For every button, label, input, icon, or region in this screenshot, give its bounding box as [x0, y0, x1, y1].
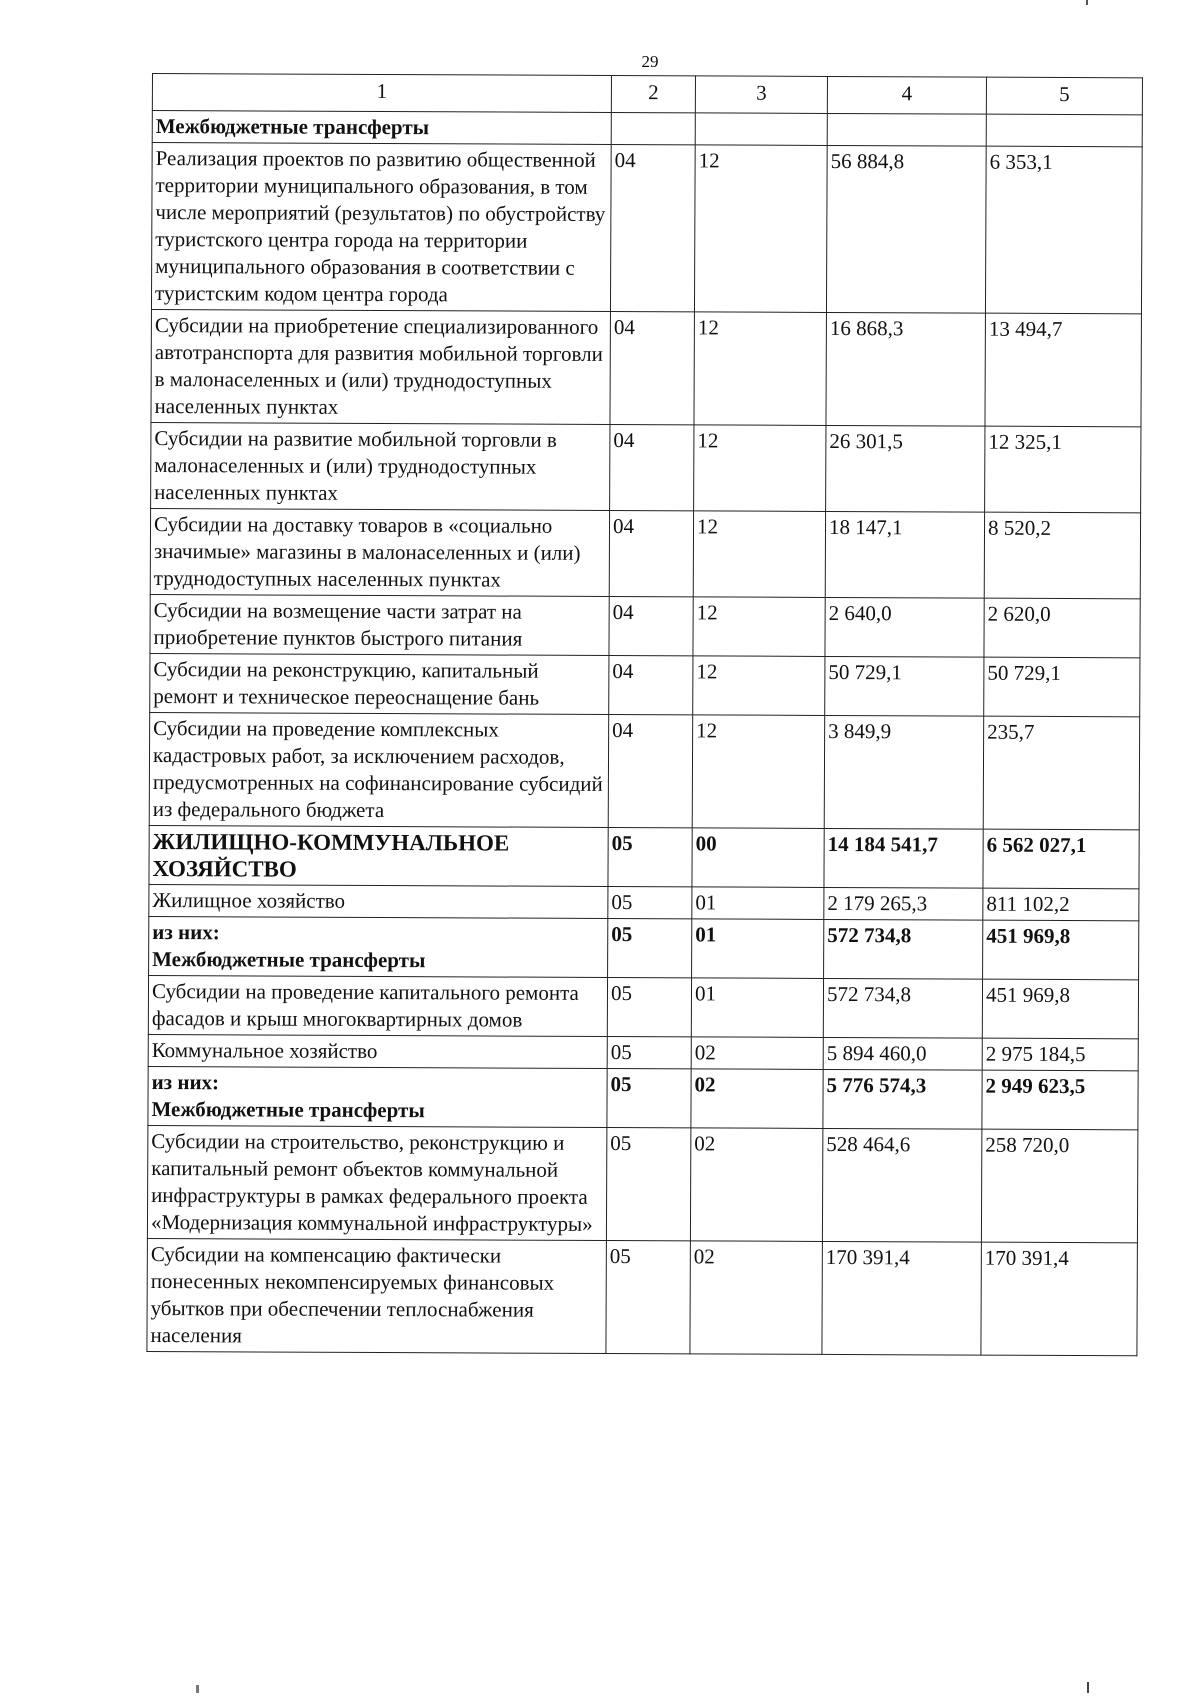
row-amount-total: 56 884,8	[826, 145, 986, 313]
row-amount-second: 50 729,1	[984, 657, 1140, 717]
table-row	[147, 1125, 1137, 1242]
row-name-cell: Субсидии на приобретение специализированного автотранспорта для развития мобильной торговли в малонаселенных и (или) труднодоступных населенных пунктах	[151, 309, 610, 424]
row-name-cell: ЖИЛИЩНО-КОММУНАЛЬНОЕ ХОЗЯЙСТВО	[149, 825, 608, 886]
row-section-code: 05	[608, 827, 692, 886]
row-subsection-code: 12	[693, 597, 825, 657]
row-amount-second: 6 353,1	[985, 146, 1142, 314]
page-number: 29	[641, 52, 659, 71]
header-col-3: 3	[695, 76, 827, 114]
table-row	[151, 143, 1142, 314]
row-section-code: 05	[608, 886, 692, 918]
row-subsection-code: 12	[694, 425, 826, 512]
row-section-code: 04	[609, 597, 693, 656]
row-section-code: 05	[608, 918, 692, 977]
row-subsection-code: 01	[691, 978, 823, 1038]
row-amount-second: 451 969,8	[983, 920, 1139, 980]
row-amount-total: 572 734,8	[823, 978, 982, 1038]
table-row	[150, 594, 1140, 657]
row-section-code: 04	[609, 511, 693, 597]
row-amount-second: 811 102,2	[983, 888, 1139, 921]
cell-line: из них:	[152, 920, 220, 945]
table-row	[149, 712, 1139, 829]
row-subsection-code	[695, 113, 827, 146]
row-amount-total: 2 640,0	[825, 597, 984, 657]
row-name-cell: Субсидии на проведение комплексных кадастровых работ, за исключением расходов, предусмотренных на софинансирование субсидий из федерального бюджета	[149, 712, 608, 827]
row-amount-total: 50 729,1	[825, 656, 984, 716]
table-row	[147, 1238, 1137, 1355]
table-row	[152, 111, 1142, 147]
header-row	[152, 74, 1142, 115]
row-amount-second: 12 325,1	[985, 426, 1141, 513]
row-subsection-code: 12	[694, 145, 827, 313]
row-section-code: 05	[607, 1036, 691, 1068]
scan-corner-mark	[1086, 0, 1088, 5]
row-section-code: 04	[609, 655, 693, 714]
row-name-cell: Субсидии на развитие мобильной торговли в малонаселенных и (или) труднодоступных населенных пунктах	[151, 422, 610, 510]
header-col-5: 5	[986, 77, 1142, 115]
row-subsection-code: 12	[694, 312, 826, 426]
row-amount-total: 18 147,1	[825, 511, 984, 598]
header-col-1: 1	[152, 74, 611, 113]
row-subsection-code: 01	[692, 919, 824, 979]
row-amount-second: 2 620,0	[984, 598, 1140, 658]
budget-table	[146, 73, 1143, 1356]
row-subsection-code: 12	[692, 715, 824, 829]
row-section-code: 05	[607, 977, 691, 1036]
row-section-code: 04	[608, 714, 692, 827]
row-name-cell	[148, 1066, 607, 1127]
row-subsection-code: 02	[691, 1069, 823, 1129]
table-row	[148, 1066, 1138, 1129]
row-name-cell: Субсидии на проведение капитального ремонта фасадов и крыш многоквартирных домов	[148, 975, 607, 1036]
row-amount-total: 5 894 460,0	[823, 1037, 982, 1070]
table-body	[147, 111, 1142, 1356]
row-name-cell: Субсидии на доставку товаров в «социально значимые» магазины в малонаселенных и (или) труднодоступных населенных пунктах	[150, 508, 609, 596]
row-subsection-code: 02	[691, 1037, 823, 1070]
row-section-code: 05	[607, 1068, 691, 1127]
row-subsection-code: 12	[693, 656, 825, 716]
table-row	[151, 309, 1141, 426]
row-amount-second: 451 969,8	[982, 979, 1138, 1039]
row-name-cell	[149, 916, 608, 977]
row-amount-second: 2 949 623,5	[982, 1070, 1138, 1130]
row-amount-second: 170 391,4	[981, 1242, 1137, 1356]
table-row	[149, 884, 1139, 920]
row-section-code: 04	[610, 312, 694, 425]
row-subsection-code: 00	[692, 828, 824, 888]
row-name-cell: Субсидии на возмещение части затрат на приобретение пунктов быстрого питания	[150, 594, 609, 655]
table-row	[150, 653, 1140, 716]
row-name-cell: Реализация проектов по развитию общественной территории муниципального образования, в том числе мероприятий (результатов) по обустройству туристского центра города на территории муниципального образования в соответствии с туристским кодом центра города	[151, 143, 611, 312]
scan-mark-left	[196, 1685, 199, 1693]
row-subsection-code: 02	[690, 1241, 822, 1355]
row-name-cell: Жилищное хозяйство	[149, 884, 608, 918]
row-name-cell: Субсидии на компенсацию фактически понесенных некомпенсируемых финансовых убытков при обеспечении теплоснабжения населения	[147, 1238, 606, 1353]
cell-line: Межбюджетные трансферты	[151, 1097, 425, 1123]
table-header	[152, 74, 1142, 115]
scan-mark-right	[1087, 1682, 1089, 1693]
row-name-cell: Субсидии на реконструкцию, капитальный ремонт и техническое переоснащение бань	[150, 653, 609, 714]
table-row	[149, 825, 1139, 888]
row-amount-total: 14 184 541,7	[824, 828, 983, 888]
header-col-4: 4	[827, 76, 986, 114]
row-amount-second	[986, 114, 1142, 147]
row-name-cell: Межбюджетные трансферты	[152, 111, 611, 145]
row-amount-second: 258 720,0	[981, 1129, 1137, 1243]
row-amount-total: 528 464,6	[822, 1128, 981, 1242]
row-amount-second: 235,7	[983, 716, 1139, 830]
row-amount-total: 16 868,3	[826, 312, 985, 426]
row-amount-total: 3 849,9	[824, 715, 983, 829]
header-col-2: 2	[611, 76, 695, 113]
row-section-code	[611, 113, 695, 145]
row-amount-second: 2 975 184,5	[982, 1038, 1138, 1071]
row-amount-total: 2 179 265,3	[824, 887, 983, 920]
row-subsection-code: 01	[692, 887, 824, 920]
cell-line: из них:	[151, 1070, 220, 1095]
row-subsection-code: 02	[690, 1128, 822, 1242]
row-name-cell: Коммунальное хозяйство	[148, 1034, 607, 1068]
row-section-code: 04	[610, 425, 694, 511]
table-row	[148, 975, 1138, 1038]
row-amount-total	[827, 113, 986, 146]
cell-line: Межбюджетные трансферты	[152, 947, 426, 973]
row-amount-second: 8 520,2	[984, 512, 1140, 599]
row-section-code: 04	[610, 145, 695, 312]
row-amount-total: 170 391,4	[822, 1241, 981, 1355]
row-section-code: 05	[606, 1127, 690, 1240]
table-row	[148, 1034, 1138, 1070]
row-amount-total: 572 734,8	[824, 919, 983, 979]
row-amount-total: 5 776 574,3	[823, 1069, 982, 1129]
table-row	[151, 422, 1141, 512]
table-row	[150, 508, 1140, 598]
row-section-code: 05	[606, 1240, 690, 1353]
row-subsection-code: 12	[693, 511, 825, 598]
row-amount-second: 6 562 027,1	[983, 829, 1139, 889]
row-amount-second: 13 494,7	[985, 313, 1141, 427]
row-name-cell: Субсидии на строительство, реконструкцию и капитальный ремонт объектов коммунальной инфраструктуры в рамках федерального проекта «Модернизация коммунальной инфраструктуры»	[147, 1125, 606, 1240]
table-row	[149, 916, 1139, 979]
row-amount-total: 26 301,5	[826, 425, 985, 512]
